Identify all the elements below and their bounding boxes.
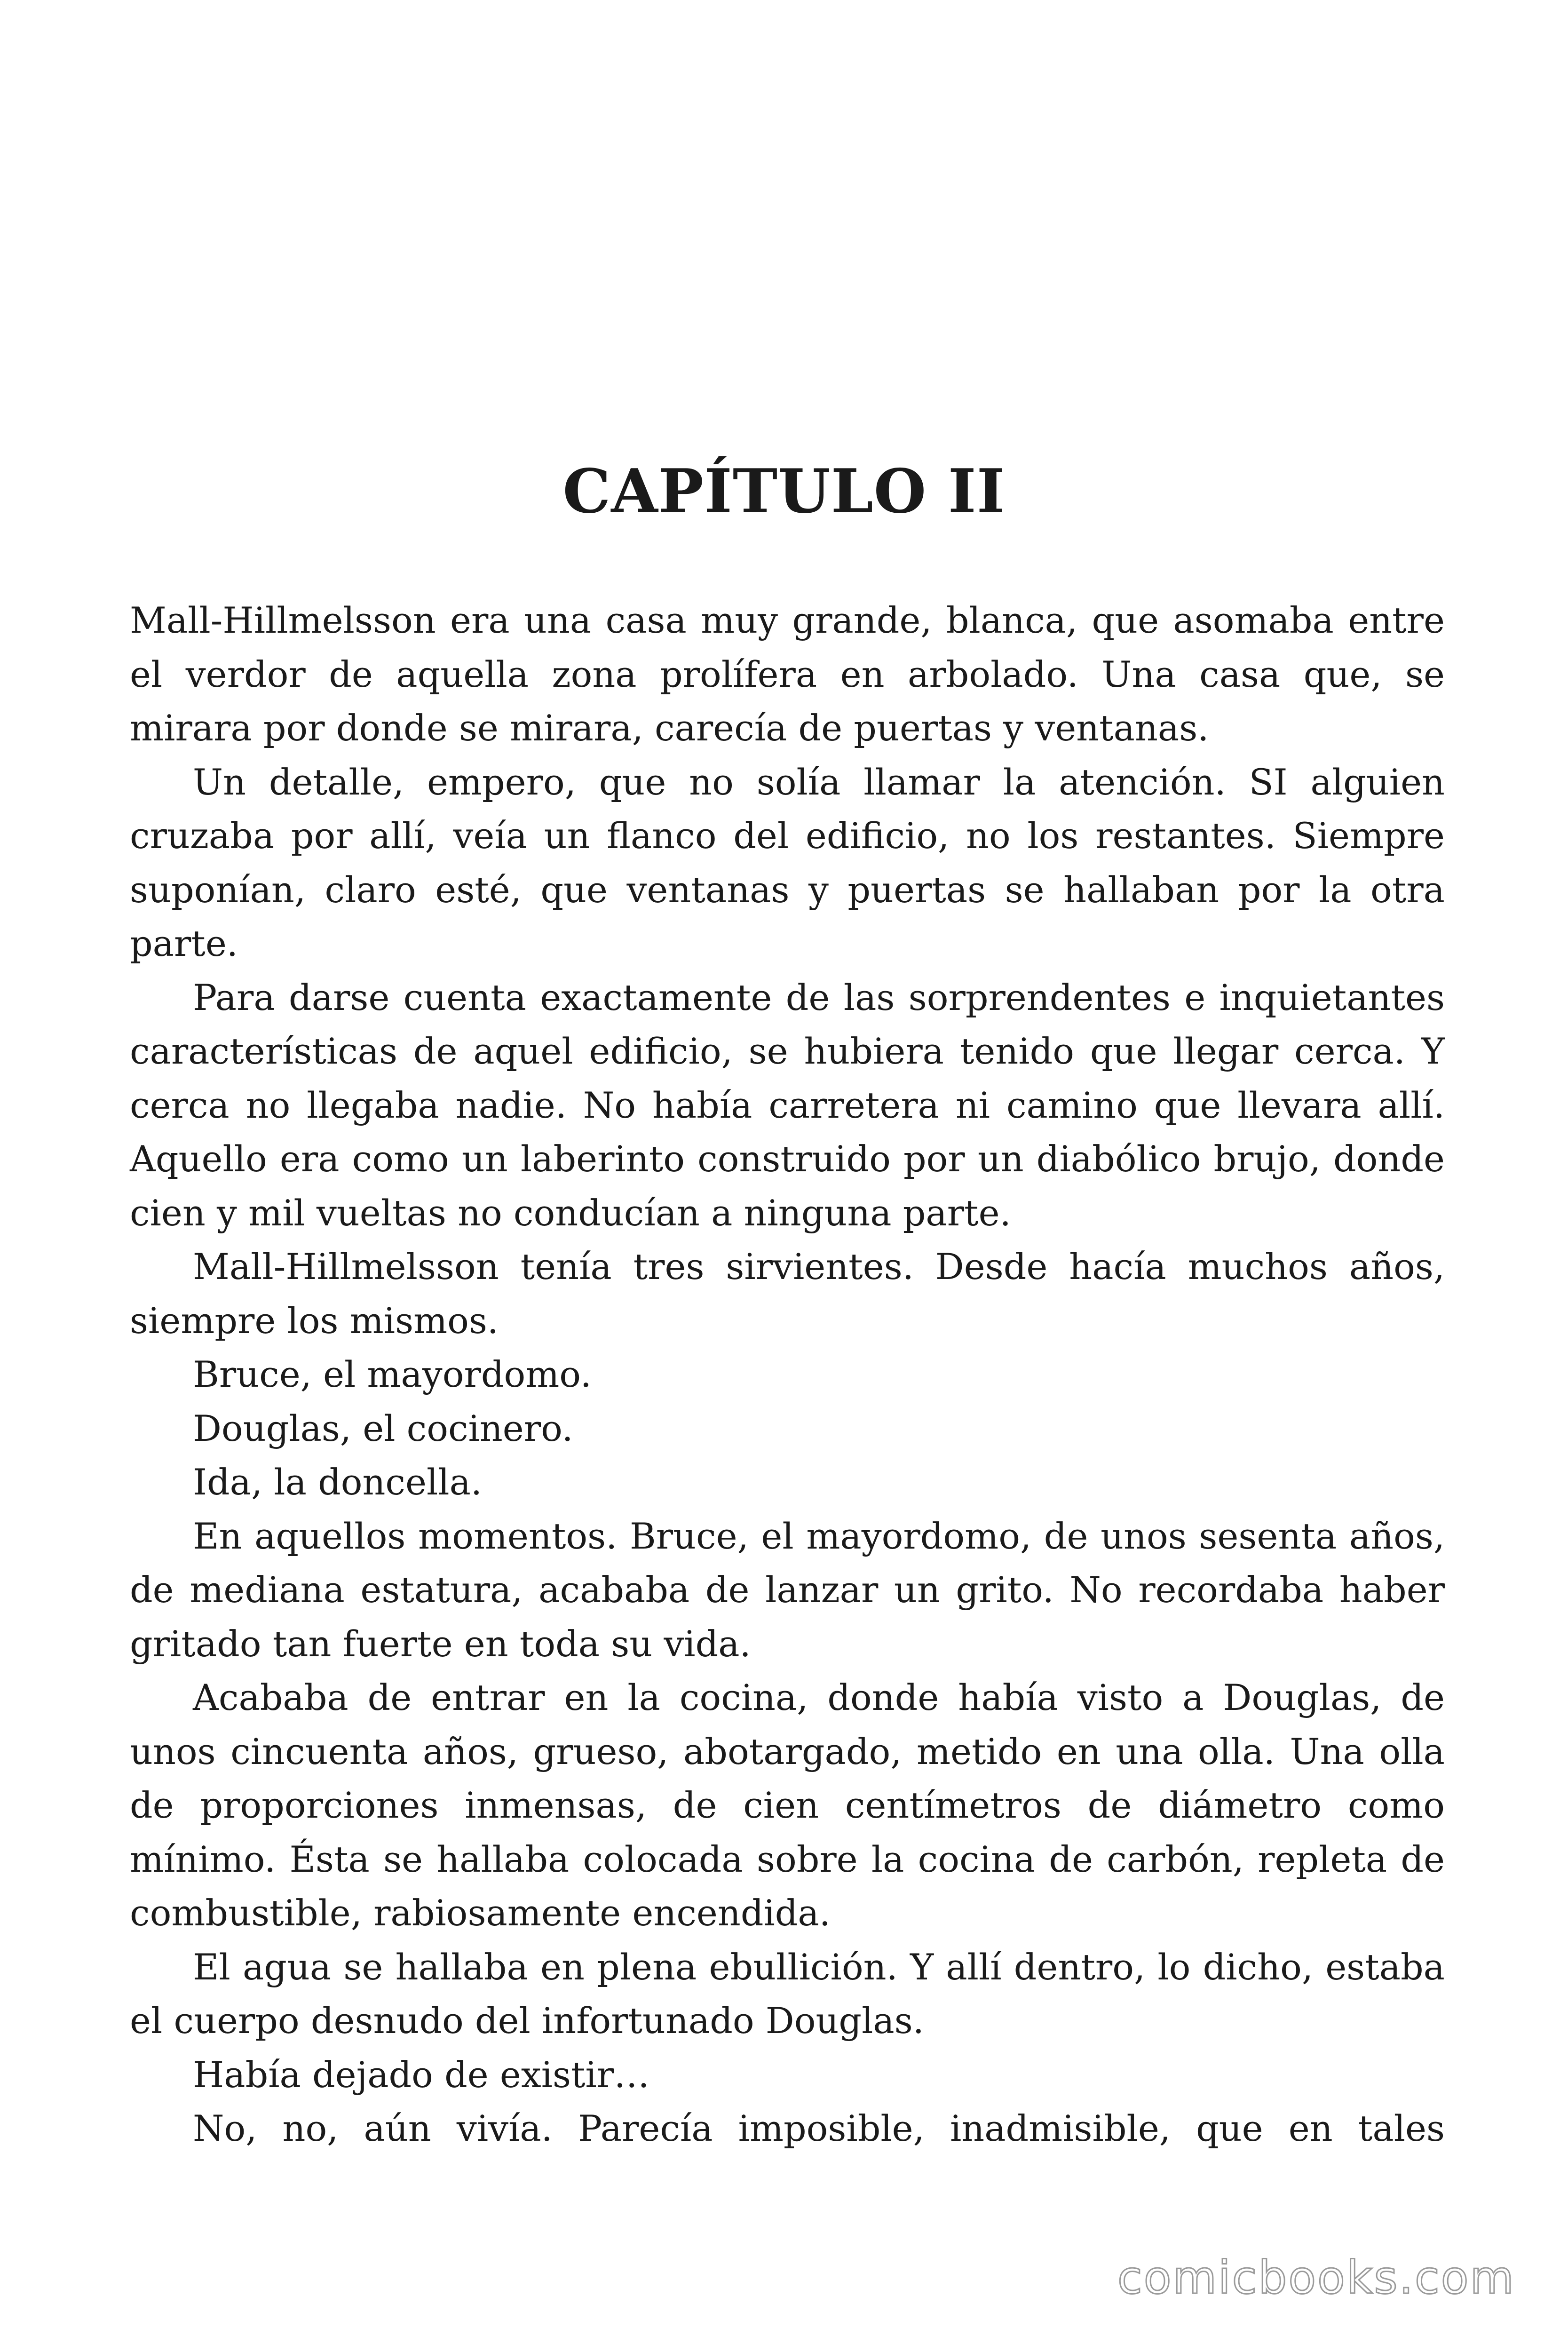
paragraph: Bruce, el mayordomo.: [193, 1353, 592, 1395]
paragraph: El agua se hallaba en plena ebullición. Y allí dentro, lo dicho, estaba el cuerpo desnudo del infortunado Douglas.: [130, 1946, 1445, 2042]
paragraph: Para darse cuenta exactamente de las sorprendentes e inquietantes características de aquel edificio, se hubiera tenido que llegar cerca. Y cerca no llegaba nadie. No había carretera ni camino que llevara allí. Aquello era como un laberinto construido por un diabólico brujo, donde cien y mil vueltas no conducían a ninguna parte.: [130, 976, 1445, 1234]
paragraph: Ida, la doncella.: [193, 1461, 483, 1503]
site-watermark: comicbooks.com: [1117, 2251, 1515, 2304]
paragraph: En aquellos momentos. Bruce, el mayordomo, de unos sesenta años, de mediana estatura, acababa de lanzar un grito. No recordaba haber gritado tan fuerte en toda su vida.: [130, 1515, 1445, 1665]
paragraph: Mall-Hillmelsson tenía tres sirvientes. Desde hacía muchos años, siempre los mismos.: [130, 1246, 1445, 1342]
paragraph: Acababa de entrar en la cocina, donde había visto a Douglas, de unos cincuenta años, grueso, abotargado, metido en una olla. Una olla de proporciones inmensas, de cien centímetros de diámetro como mínimo. Ésta se hallaba colocada sobre la cocina de carbón, repleta de combustible, rabiosamente encendida.: [130, 1677, 1445, 1934]
paragraph: Douglas, el cocinero.: [193, 1407, 573, 1449]
paragraph: Mall-Hillmelsson era una casa muy grande, blanca, que asomaba entre el verdor de aquella zona prolífera en arbolado. Una casa que, se mirara por donde se mirara, carecía de puertas y ventanas.: [130, 599, 1445, 749]
chapter-title: CAPÍTULO II: [562, 456, 1006, 527]
paragraph: Un detalle, empero, que no solía llamar la atención. SI alguien cruzaba por allí, veía un flanco del edificio, no los restantes. Siempre suponían, claro esté, que ventanas y puertas se hallaban por la otra parte.: [130, 761, 1445, 964]
chapter-body: [130, 594, 1445, 2156]
paragraph: No, no, aún vivía. Parecía imposible, inadmisible, que en tales: [193, 2107, 1445, 2149]
paragraph: Había dejado de existir…: [193, 2053, 650, 2096]
